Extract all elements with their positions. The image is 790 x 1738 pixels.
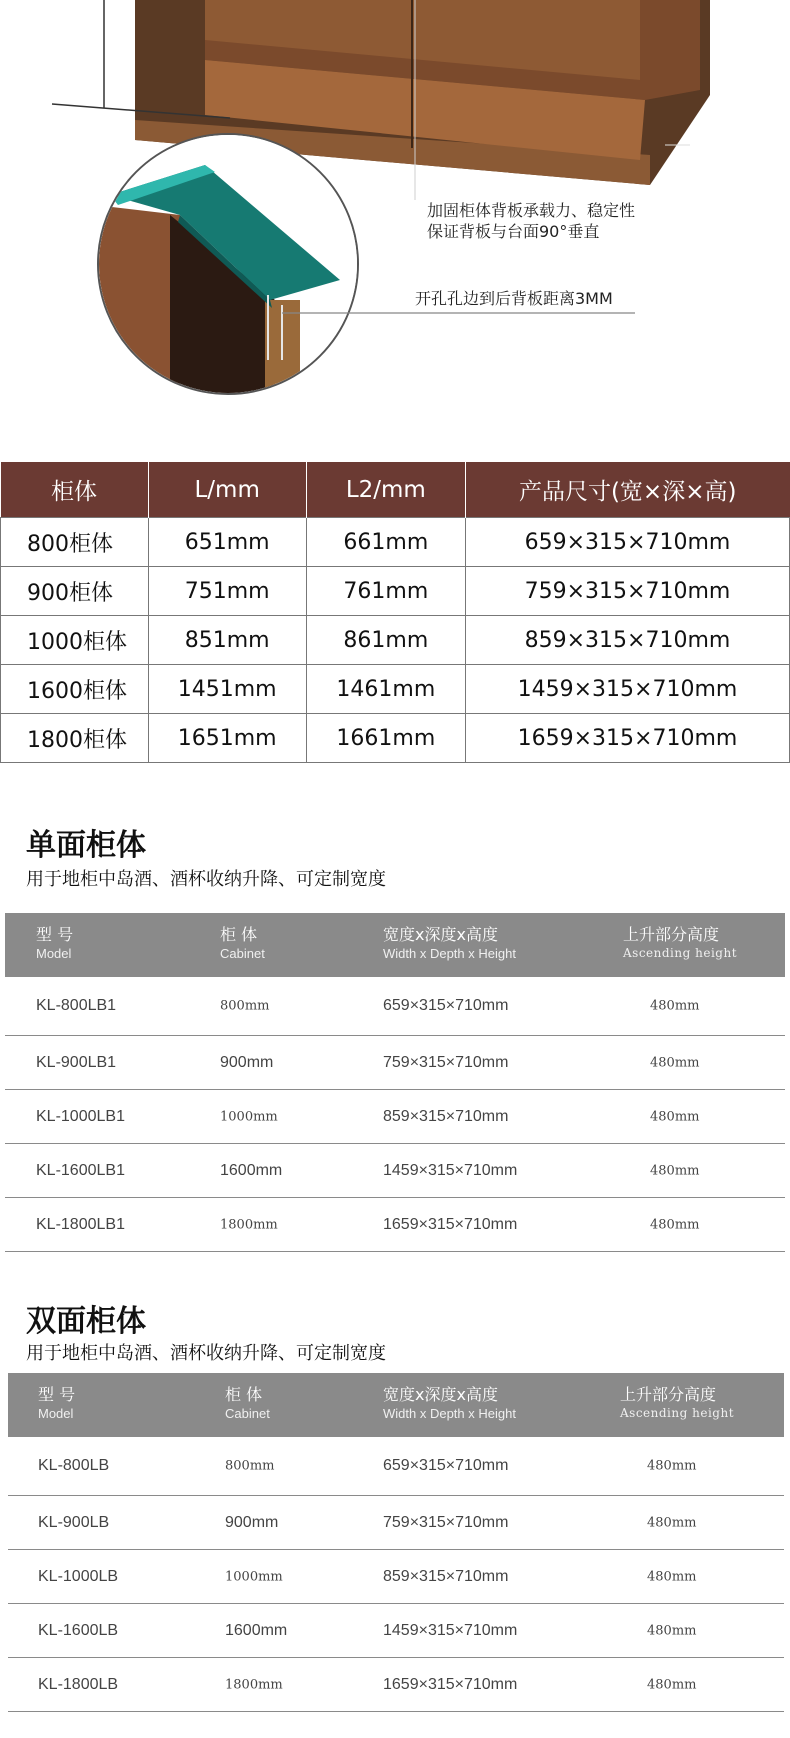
- table-cell: 1659×315×710mm: [465, 714, 789, 763]
- model-cell: KL-900LB: [38, 1513, 110, 1531]
- cabinet-cell: 1000mm: [225, 1569, 283, 1584]
- height-cell: 480mm: [650, 998, 700, 1014]
- cabinet-cell: 1800mm: [220, 1217, 278, 1232]
- table-cell: 1451mm: [148, 665, 306, 714]
- spec-header-cell: L/mm: [148, 462, 306, 518]
- cabinet-cell: 1600mm: [220, 1161, 283, 1179]
- table-cell: 1600柜体: [1, 665, 149, 714]
- header-dimensions: 宽度x深度x高度 Width x Depth x Height: [383, 925, 516, 961]
- back-panel-line-2: 保证背板与台面90°垂直: [427, 222, 600, 241]
- table-row: [1, 518, 790, 567]
- height-cell: 480mm: [650, 1217, 700, 1232]
- model-cell: KL-1000LB1: [36, 1107, 125, 1125]
- dimensions-cell: 1659×315×710mm: [383, 1215, 518, 1233]
- cabinet-cell: 1000mm: [220, 1109, 278, 1124]
- table-row: [8, 1550, 784, 1604]
- model-cell: KL-1600LB: [38, 1621, 119, 1639]
- height-cell: 480mm: [650, 1163, 700, 1178]
- model-cell: KL-800LB: [38, 1457, 110, 1474]
- table-cell: 751mm: [148, 567, 306, 616]
- height-cell: 480mm: [647, 1677, 697, 1692]
- dimensions-cell: 1459×315×710mm: [383, 1161, 518, 1179]
- dimensions-cell: 659×315×710mm: [383, 1457, 509, 1474]
- model-cell: KL-1000LB: [38, 1567, 119, 1585]
- table-row: [5, 977, 785, 1036]
- model-cell: KL-1800LB1: [36, 1215, 125, 1233]
- table-cell: 651mm: [148, 518, 306, 567]
- dimensions-cell: 1459×315×710mm: [383, 1621, 518, 1639]
- header-cabinet: 柜 体 Cabinet: [225, 1385, 270, 1421]
- table-cell: 1459×315×710mm: [465, 665, 789, 714]
- dimensions-cell: 759×315×710mm: [383, 1513, 509, 1531]
- back-panel-line-1: 加固柜体背板承载力、稳定性: [427, 201, 636, 220]
- cabinet-cell: 900mm: [225, 1513, 279, 1531]
- model-cell: KL-1600LB1: [36, 1161, 125, 1179]
- table-cell: 861mm: [306, 616, 465, 665]
- table-row: [8, 1437, 784, 1496]
- dimensions-cell: 659×315×710mm: [383, 997, 509, 1014]
- cabinet-cell: 900mm: [220, 1053, 274, 1071]
- hole-distance-callout: 开孔孔边到后背板距离3MM: [415, 289, 613, 308]
- table-cell: 1800柜体: [1, 714, 149, 763]
- dimensions-cell: 1659×315×710mm: [383, 1675, 518, 1693]
- table-cell: 859×315×710mm: [465, 616, 789, 665]
- spec-header-row: [1, 462, 790, 518]
- height-cell: 480mm: [650, 1055, 700, 1070]
- header-ascending-height: 上升部分高度 Ascending height: [623, 925, 738, 960]
- table-cell: 800柜体: [1, 518, 149, 567]
- cabinet-cell: 800mm: [225, 1458, 275, 1474]
- table-cell: 1651mm: [148, 714, 306, 763]
- header-ascending-height: 上升部分高度 Ascending height: [620, 1385, 735, 1420]
- table-row: [5, 1198, 785, 1252]
- height-cell: 480mm: [650, 1109, 700, 1124]
- spec-table: [0, 462, 790, 763]
- header-model: 型 号 Model: [36, 925, 74, 961]
- table-row: [8, 1604, 784, 1658]
- table-row: [5, 1090, 785, 1144]
- spec-header-cell: L2/mm: [306, 462, 465, 518]
- dimensions-cell: 759×315×710mm: [383, 1053, 509, 1071]
- table-row: [5, 1144, 785, 1198]
- table-cell: 759×315×710mm: [465, 567, 789, 616]
- single-model-table: [5, 913, 785, 1252]
- table-row: [8, 1658, 784, 1712]
- cabinet-cell: 1600mm: [225, 1621, 288, 1639]
- spec-header-cell: 产品尺寸(宽×深×高): [465, 462, 789, 518]
- header-cabinet: 柜 体 Cabinet: [220, 925, 265, 961]
- height-cell: 480mm: [647, 1515, 697, 1530]
- cabinet-cell: 800mm: [220, 998, 270, 1014]
- model-cell: KL-900LB1: [36, 1053, 117, 1071]
- table-row: [1, 665, 790, 714]
- cabinet-cell: 1800mm: [225, 1677, 283, 1692]
- height-cell: 480mm: [647, 1569, 697, 1584]
- double-model-table: [8, 1373, 784, 1712]
- table-row: [1, 714, 790, 763]
- table-cell: 659×315×710mm: [465, 518, 789, 567]
- cabinet-illustration: [0, 0, 790, 460]
- table-cell: 1661mm: [306, 714, 465, 763]
- table-row: [1, 567, 790, 616]
- table-cell: 1000柜体: [1, 616, 149, 665]
- height-cell: 480mm: [647, 1458, 697, 1474]
- header-dimensions: 宽度x深度x高度 Width x Depth x Height: [383, 1385, 516, 1421]
- table-cell: 900柜体: [1, 567, 149, 616]
- header-model: 型 号 Model: [38, 1385, 76, 1421]
- double-section-title: 双面柜体: [26, 1304, 146, 1339]
- table-cell: 851mm: [148, 616, 306, 665]
- table-row: [8, 1496, 784, 1550]
- model-table-header: [5, 913, 785, 977]
- single-section-subtitle: 用于地柜中岛酒、酒杯收纳升降、可定制宽度: [26, 869, 386, 890]
- dimensions-cell: 859×315×710mm: [383, 1107, 509, 1125]
- dimensions-cell: 859×315×710mm: [383, 1567, 509, 1585]
- model-cell: KL-1800LB: [38, 1675, 119, 1693]
- model-cell: KL-800LB1: [36, 997, 117, 1014]
- single-section-title: 单面柜体: [26, 828, 146, 863]
- model-table-header: [8, 1373, 784, 1437]
- table-row: [5, 1036, 785, 1090]
- double-section-subtitle: 用于地柜中岛酒、酒杯收纳升降、可定制宽度: [26, 1343, 386, 1364]
- table-row: [1, 616, 790, 665]
- back-panel-callout: [427, 200, 635, 242]
- table-cell: 661mm: [306, 518, 465, 567]
- table-cell: 1461mm: [306, 665, 465, 714]
- height-cell: 480mm: [647, 1623, 697, 1638]
- table-cell: 761mm: [306, 567, 465, 616]
- spec-header-cell: 柜体: [1, 462, 149, 518]
